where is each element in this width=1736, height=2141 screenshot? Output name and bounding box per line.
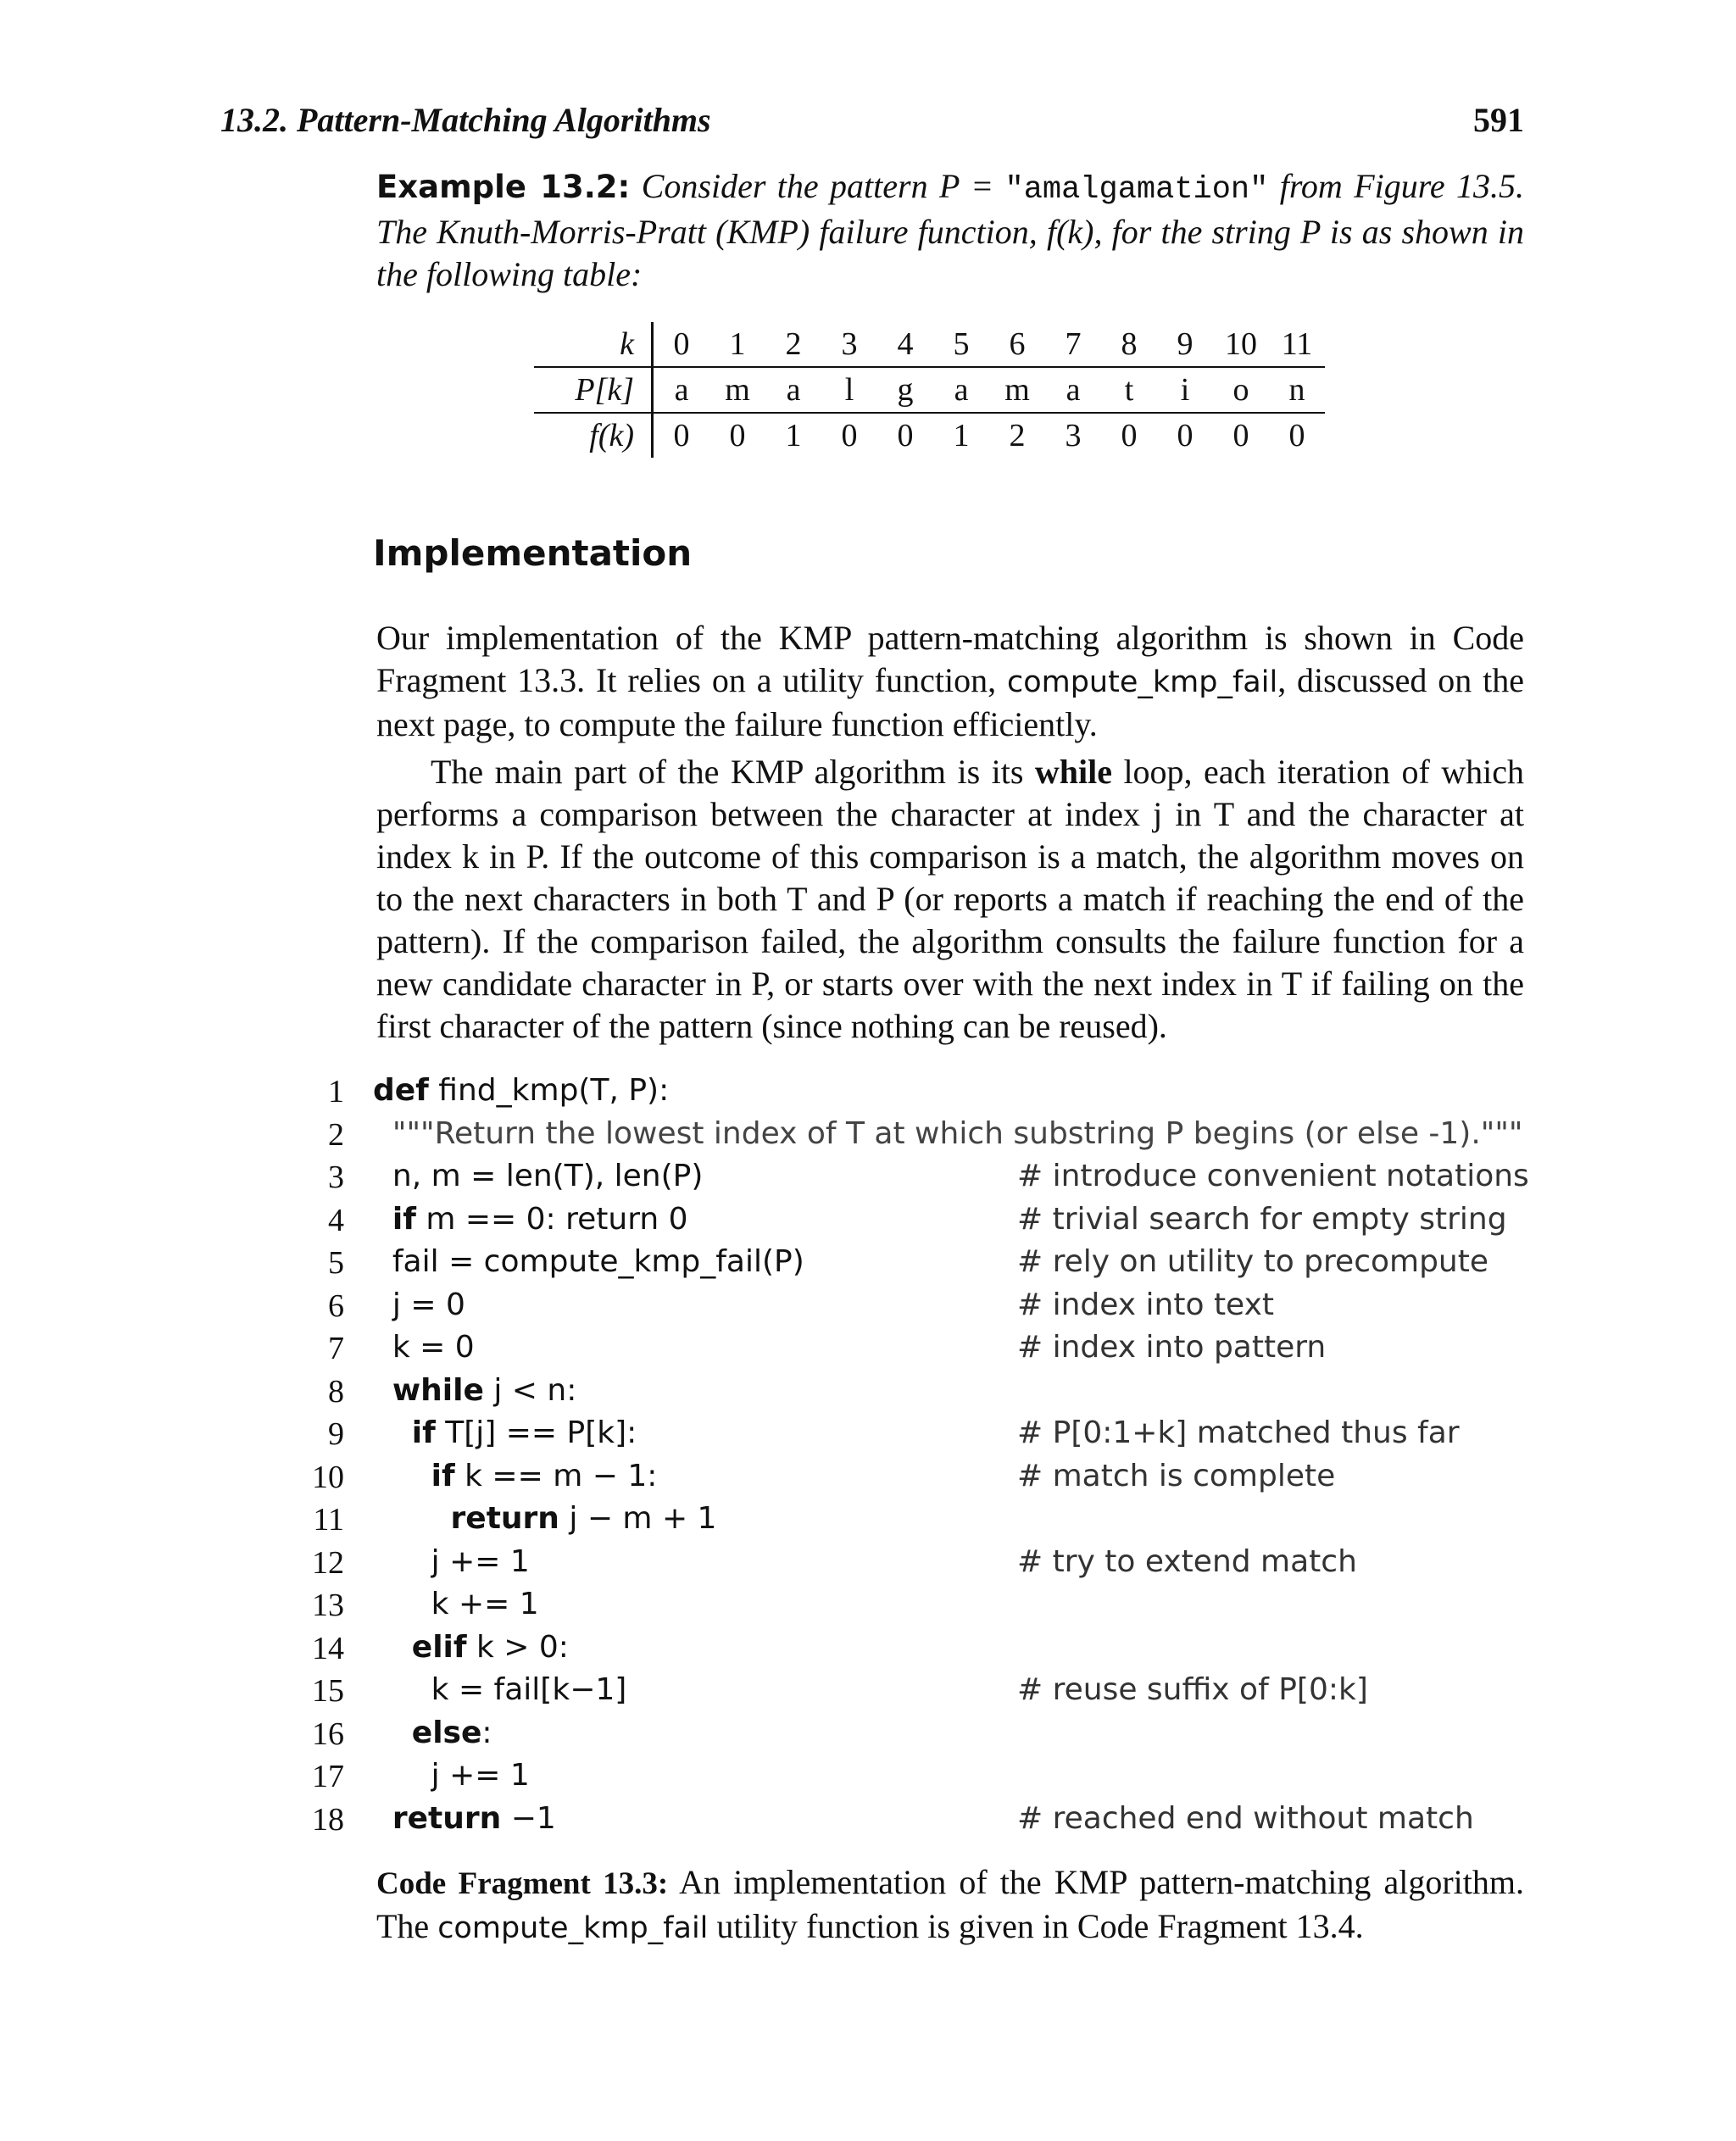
line-number: 8 <box>328 1373 344 1410</box>
code-body: k += 1 <box>373 1587 539 1621</box>
example-text-before: Consider the pattern P = <box>641 167 1005 205</box>
code-text <box>373 1244 804 1279</box>
code-body: j < n: <box>483 1372 577 1408</box>
code-keyword: return <box>392 1800 502 1836</box>
code-caption <box>376 1861 1524 1949</box>
code-body: """Return the lowest index of T at which substring P begins (or else -1).""" <box>373 1115 1523 1151</box>
code-text <box>373 1716 492 1750</box>
code-text <box>373 1587 539 1621</box>
paragraph-2-before: The main part of the KMP algorithm is its <box>431 753 1035 791</box>
k-cell: 5 <box>953 326 970 362</box>
line-number: 15 <box>312 1673 344 1709</box>
code-comment: # reached end without match <box>1017 1800 1474 1836</box>
code-keyword: if <box>431 1458 455 1493</box>
code-line <box>288 1498 1526 1541</box>
line-number: 12 <box>312 1544 344 1581</box>
code-keyword: if <box>411 1415 436 1450</box>
code-keyword: def <box>373 1073 429 1108</box>
code-body: T[j] == P[k]: <box>435 1415 637 1450</box>
code-line <box>288 1541 1526 1584</box>
code-comment: # index into text <box>1017 1287 1274 1322</box>
paragraph-2-keyword: while <box>1034 753 1112 791</box>
code-line <box>288 1798 1526 1841</box>
code-comment: # trivial search for empty string <box>1017 1201 1507 1237</box>
k-cell: 2 <box>785 326 802 362</box>
code-keyword: elif <box>411 1629 467 1665</box>
line-number: 9 <box>328 1416 344 1452</box>
code-text <box>373 1373 576 1408</box>
f-cell: 1 <box>953 418 970 453</box>
code-text <box>373 1116 1522 1151</box>
f-cell: 0 <box>673 418 690 453</box>
code-text <box>373 1330 475 1365</box>
line-number: 14 <box>312 1630 344 1666</box>
example-text-after: from Figure 13.5. The Knuth-Morris-Pratt (KMP) failure function, f(k), for the string P is as shown in the following table: <box>376 167 1524 293</box>
code-keyword: return <box>450 1501 559 1536</box>
table-row-f <box>534 413 1325 458</box>
line-number: 7 <box>328 1331 344 1366</box>
line-number: 5 <box>328 1245 344 1281</box>
code-line <box>288 1070 1526 1113</box>
code-text <box>373 1287 465 1322</box>
code-keyword: else <box>411 1715 482 1750</box>
char-cell: o <box>1213 367 1269 413</box>
line-number: 18 <box>312 1801 344 1838</box>
line-number: 4 <box>328 1202 344 1238</box>
code-body: k == m − 1: <box>454 1458 658 1493</box>
f-cell: 0 <box>897 418 914 453</box>
line-number: 1 <box>328 1074 344 1109</box>
k-cell: 10 <box>1225 326 1257 362</box>
paragraph-1-func: compute_kmp_fail <box>1006 665 1278 699</box>
code-text <box>373 1630 569 1665</box>
example-pattern: "amalgamation" <box>1004 172 1269 208</box>
code-body: k = fail[k−1] <box>373 1672 627 1707</box>
f-cell: 0 <box>841 418 858 453</box>
code-line <box>288 1755 1526 1798</box>
code-body: fail = compute_kmp_fail(P) <box>373 1244 804 1279</box>
paragraph-2 <box>376 751 1524 1048</box>
line-number: 17 <box>312 1759 344 1794</box>
code-line <box>288 1583 1526 1627</box>
page-number: 591 <box>1473 101 1524 139</box>
code-text <box>373 1415 637 1450</box>
code-line <box>288 1712 1526 1755</box>
char-cell: l <box>821 367 877 413</box>
caption-text-before: An implementation of the KMP pattern-matching algorithm. The <box>376 1863 1524 1945</box>
char-cell: m <box>989 367 1045 413</box>
code-line <box>288 1241 1526 1284</box>
char-cell: n <box>1269 367 1325 413</box>
code-body: j += 1 <box>373 1758 530 1793</box>
f-cell: 0 <box>1288 418 1305 453</box>
section-header: 13.2. Pattern-Matching Algorithms <box>220 101 711 139</box>
code-keyword: while <box>392 1372 484 1408</box>
code-comment: # rely on utility to precompute <box>1017 1244 1489 1279</box>
code-text <box>373 1202 688 1237</box>
code-line <box>288 1412 1526 1455</box>
table-row-chars <box>534 367 1325 413</box>
caption-label: Code Fragment 13.3: <box>376 1866 669 1901</box>
line-number: 11 <box>313 1502 344 1538</box>
code-body: m == 0: return 0 <box>415 1201 688 1237</box>
code-line <box>288 1326 1526 1370</box>
caption-func: compute_kmp_fail <box>437 1911 709 1945</box>
code-text <box>373 1501 716 1536</box>
k-cell: 6 <box>1009 326 1026 362</box>
k-cell: 4 <box>897 326 914 362</box>
char-cell: a <box>933 367 989 413</box>
code-keyword: if <box>392 1201 416 1237</box>
code-comment: # try to extend match <box>1017 1543 1357 1579</box>
line-number: 13 <box>312 1588 344 1623</box>
failure-function-table <box>534 322 1325 458</box>
char-cell: t <box>1101 367 1157 413</box>
row-label-fk: f(k) <box>534 413 653 458</box>
example-paragraph <box>376 165 1524 296</box>
f-cell: 0 <box>729 418 746 453</box>
example-label: Example 13.2: <box>376 169 631 205</box>
code-text <box>373 1544 530 1579</box>
code-text <box>373 1459 657 1493</box>
running-head <box>220 100 1524 142</box>
code-line <box>288 1284 1526 1327</box>
paragraph-1-after: , discussed on the next page, to compute the failure function efficiently. <box>376 661 1524 743</box>
code-body: −1 <box>501 1800 556 1836</box>
row-label-k: k <box>534 322 653 367</box>
line-number: 6 <box>328 1287 344 1324</box>
paragraph-2-after: loop, each iteration of which performs a comparison between the character at index j in T and the character at index k in P. If the outcome of this comparison is a match, the algorithm moves on to the next characters in both T and P (or reports a match if reaching the end of the pattern). If the comparison failed, the algorithm consults the failure function for a new candidate character in P, or starts over with the next index in T if failing on the first character of the pattern (since nothing can be reused). <box>376 753 1524 1045</box>
line-number: 3 <box>328 1159 344 1195</box>
f-cell: 0 <box>1121 418 1138 453</box>
code-body: j += 1 <box>373 1543 530 1579</box>
section-title: Implementation <box>373 532 693 574</box>
code-text <box>373 1672 626 1707</box>
code-body: k = 0 <box>373 1330 475 1365</box>
code-comment: # P[0:1+k] matched thus far <box>1017 1415 1460 1450</box>
code-text <box>373 1758 530 1793</box>
code-line <box>288 1198 1526 1242</box>
code-body: k > 0: <box>466 1629 569 1665</box>
k-cell: 0 <box>673 326 690 362</box>
char-cell: g <box>877 367 933 413</box>
char-cell: a <box>765 367 821 413</box>
code-line <box>288 1627 1526 1670</box>
code-body: : <box>481 1715 492 1750</box>
k-cell: 7 <box>1065 326 1082 362</box>
k-cell: 1 <box>729 326 746 362</box>
f-cell: 1 <box>785 418 802 453</box>
code-line <box>288 1669 1526 1712</box>
code-text <box>373 1073 669 1108</box>
line-number: 10 <box>312 1459 344 1495</box>
f-cell: 0 <box>1232 418 1249 453</box>
k-cell: 9 <box>1177 326 1194 362</box>
paragraph-1-before: Our implementation of the KMP pattern-matching algorithm is shown in Code Fragment 13.3. It relies on a utility function, <box>376 619 1524 699</box>
code-comment: # index into pattern <box>1017 1330 1327 1365</box>
line-number: 2 <box>328 1116 344 1153</box>
code-body: n, m = len(T), len(P) <box>373 1159 704 1193</box>
char-cell: a <box>1045 367 1101 413</box>
f-cell: 2 <box>1009 418 1026 453</box>
code-text <box>373 1159 703 1193</box>
code-line <box>288 1455 1526 1499</box>
f-cell: 3 <box>1065 418 1082 453</box>
code-line <box>288 1155 1529 1198</box>
paragraph-1 <box>376 617 1524 746</box>
code-body: j − m + 1 <box>559 1501 717 1536</box>
table-row-k <box>534 322 1325 367</box>
line-number: 16 <box>312 1716 344 1752</box>
row-label-pk: P[k] <box>534 367 653 413</box>
char-cell: a <box>653 367 710 413</box>
k-cell: 3 <box>841 326 858 362</box>
code-line <box>288 1113 1526 1156</box>
code-line <box>288 1370 1526 1413</box>
k-cell: 11 <box>1281 326 1313 362</box>
code-body: j = 0 <box>373 1287 465 1322</box>
code-fragment <box>288 1070 1529 1840</box>
k-cell: 8 <box>1121 326 1138 362</box>
code-comment: # reuse suffix of P[0:k] <box>1017 1672 1368 1707</box>
code-text <box>373 1801 556 1836</box>
code-comment: # match is complete <box>1017 1458 1336 1493</box>
code-comment: # introduce convenient notations <box>1017 1159 1529 1193</box>
caption-text-after: utility function is given in Code Fragment 13.4. <box>708 1907 1364 1945</box>
char-cell: i <box>1157 367 1213 413</box>
char-cell: m <box>709 367 765 413</box>
code-body: find_kmp(T, P): <box>428 1073 670 1108</box>
f-cell: 0 <box>1177 418 1194 453</box>
